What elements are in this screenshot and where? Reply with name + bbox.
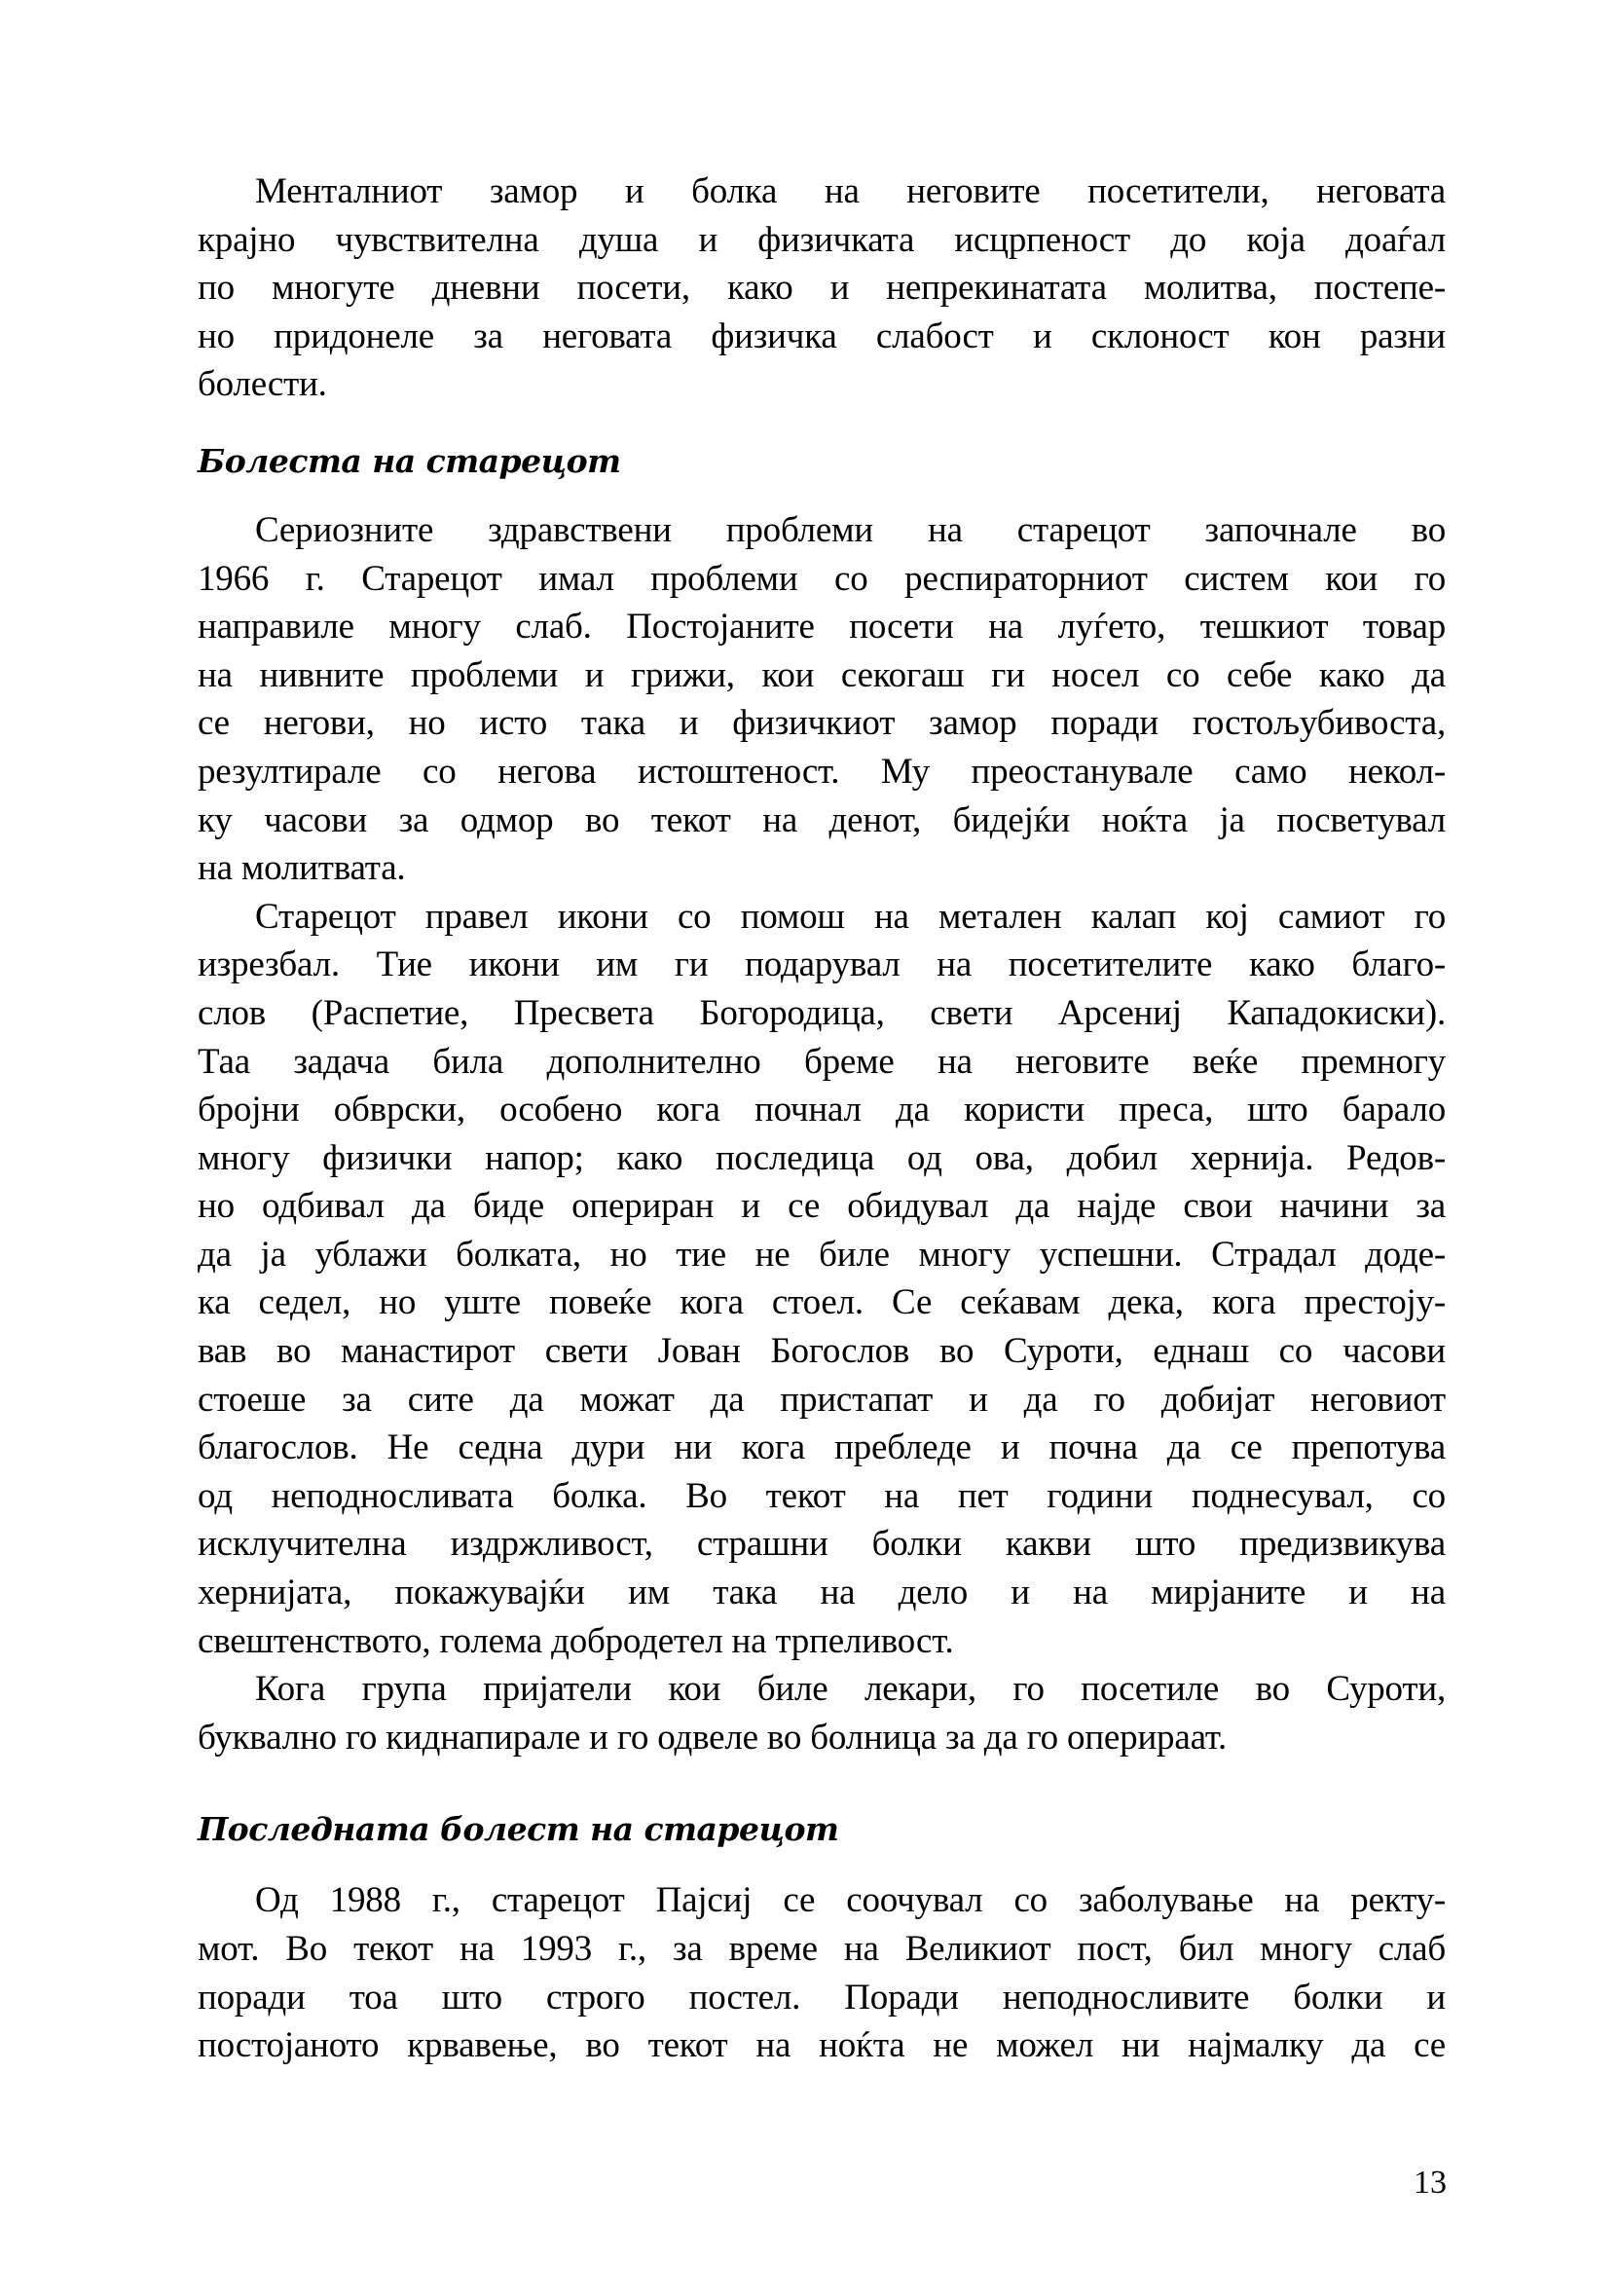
text-line: многу физички напор; како последица од ова, добил хернија. Редов-: [198, 1137, 1446, 1178]
text-line: буквално го киднапирале и го одвеле во болница за да го оперираат.: [198, 1717, 1228, 1758]
text-line: постојаното крвавење, во текот на ноќта не можел ни најмалку да се: [198, 2025, 1446, 2066]
text-line: Од 1988 г., старецот Пајсиј се соочувал со заболување на ректу-: [255, 1880, 1446, 1921]
text-line: мот. Во текот на 1993 г., за време на Великиот пост, бил многу слаб: [198, 1929, 1446, 1969]
paragraph: [198, 167, 1446, 409]
text-line: 1966 г. Старецот имал проблеми со респираторниот систем кои го: [198, 558, 1446, 599]
text-line: направиле многу слаб. Постојаните посети на луѓето, тешкиот товар: [198, 607, 1446, 648]
text-line: вав во манастирот свети Јован Богослов во Суроти, еднаш со часови: [198, 1331, 1446, 1372]
page-body: [198, 167, 1446, 2070]
text-line: свештенството, голема добродетел на трпеливост.: [198, 1620, 954, 1661]
text-line: Кога група пријатели кои биле лекари, го посетиле во Суроти,: [255, 1669, 1446, 1710]
text-line: ку часови за одмор во текот на денот, бидејќи ноќта ја посветувал: [198, 799, 1446, 840]
text-line: хернијата, покажувајќи им така на дело и на мирјаните и на: [198, 1573, 1446, 1613]
text-line: по многуте дневни посети, како и непрекинатата молитва, постепе-: [198, 268, 1446, 309]
text-line: исклучителна издржливост, страшни болки какви што предизвикува: [198, 1524, 1446, 1565]
text-line: резултирале со негова истоштеност. Му преостанувале само некол-: [198, 751, 1446, 792]
paragraph: [198, 506, 1446, 893]
section: [198, 167, 1446, 409]
text-line: да ја ублажи болката, но тие не биле многу успешни. Страдал доде-: [198, 1234, 1446, 1275]
text-line: слов (Распетие, Пресвета Богородица, свети Арсениј Кападокиски).: [198, 992, 1446, 1033]
text-line: од неподносливата болка. Во текот на пет години поднесувал, со: [198, 1475, 1446, 1516]
text-line: Таа задача била дополнително бреме на неговите веќе премногу: [198, 1041, 1446, 1082]
text-line: се негови, но исто така и физичкиот замор поради гостољубивоста,: [198, 703, 1446, 744]
paragraph: [198, 1876, 1446, 2069]
text-line: болести.: [198, 364, 327, 405]
text-line: бројни обврски, особено кога почнал да користи преса, што барало: [198, 1090, 1446, 1130]
text-line: благослов. Не седна дури ни кога пребледе и почна да се препотува: [198, 1427, 1446, 1468]
section: [198, 1810, 1446, 2069]
section-heading: Последната болест на старецот: [198, 1810, 839, 1849]
text-line: изрезбал. Тие икони им ги подарувал на посетителите како благо-: [198, 944, 1446, 985]
text-line: крајно чувствителна душа и физичката исцрпеност до која доаѓал: [198, 219, 1446, 260]
text-line: но придонеле за неговата физичка слабост и склоност кон разни: [198, 315, 1446, 356]
text-line: на нивните проблеми и грижи, кои секогаш ги носел со себе како да: [198, 654, 1446, 695]
text-line: Менталниот замор и болка на неговите посетители, неговата: [255, 171, 1446, 211]
section-heading: Болеста на старецот: [198, 441, 621, 480]
section: [198, 442, 1446, 1761]
text-line: стоеше за сите да можат да пристапат и да го добијат неговиот: [198, 1379, 1446, 1420]
text-line: на молитвата.: [198, 848, 406, 889]
text-line: Старецот правел икони со помош на метален калап кој самиот го: [255, 896, 1446, 937]
text-line: ка седел, но уште повеќе кога стоел. Се сеќавам дека, кога престоју-: [198, 1282, 1446, 1323]
text-line: но одбивал да биде опериран и се обидувал да најде свои начини за: [198, 1186, 1446, 1227]
paragraph: [198, 1665, 1446, 1761]
paragraph: [198, 893, 1446, 1666]
text-line: Сериозните здравствени проблеми на старецот започнале во: [255, 509, 1446, 550]
text-line: поради тоа што строго постел. Поради неподносливите болки и: [198, 1977, 1446, 2018]
page-number: 13: [1414, 2165, 1447, 2201]
